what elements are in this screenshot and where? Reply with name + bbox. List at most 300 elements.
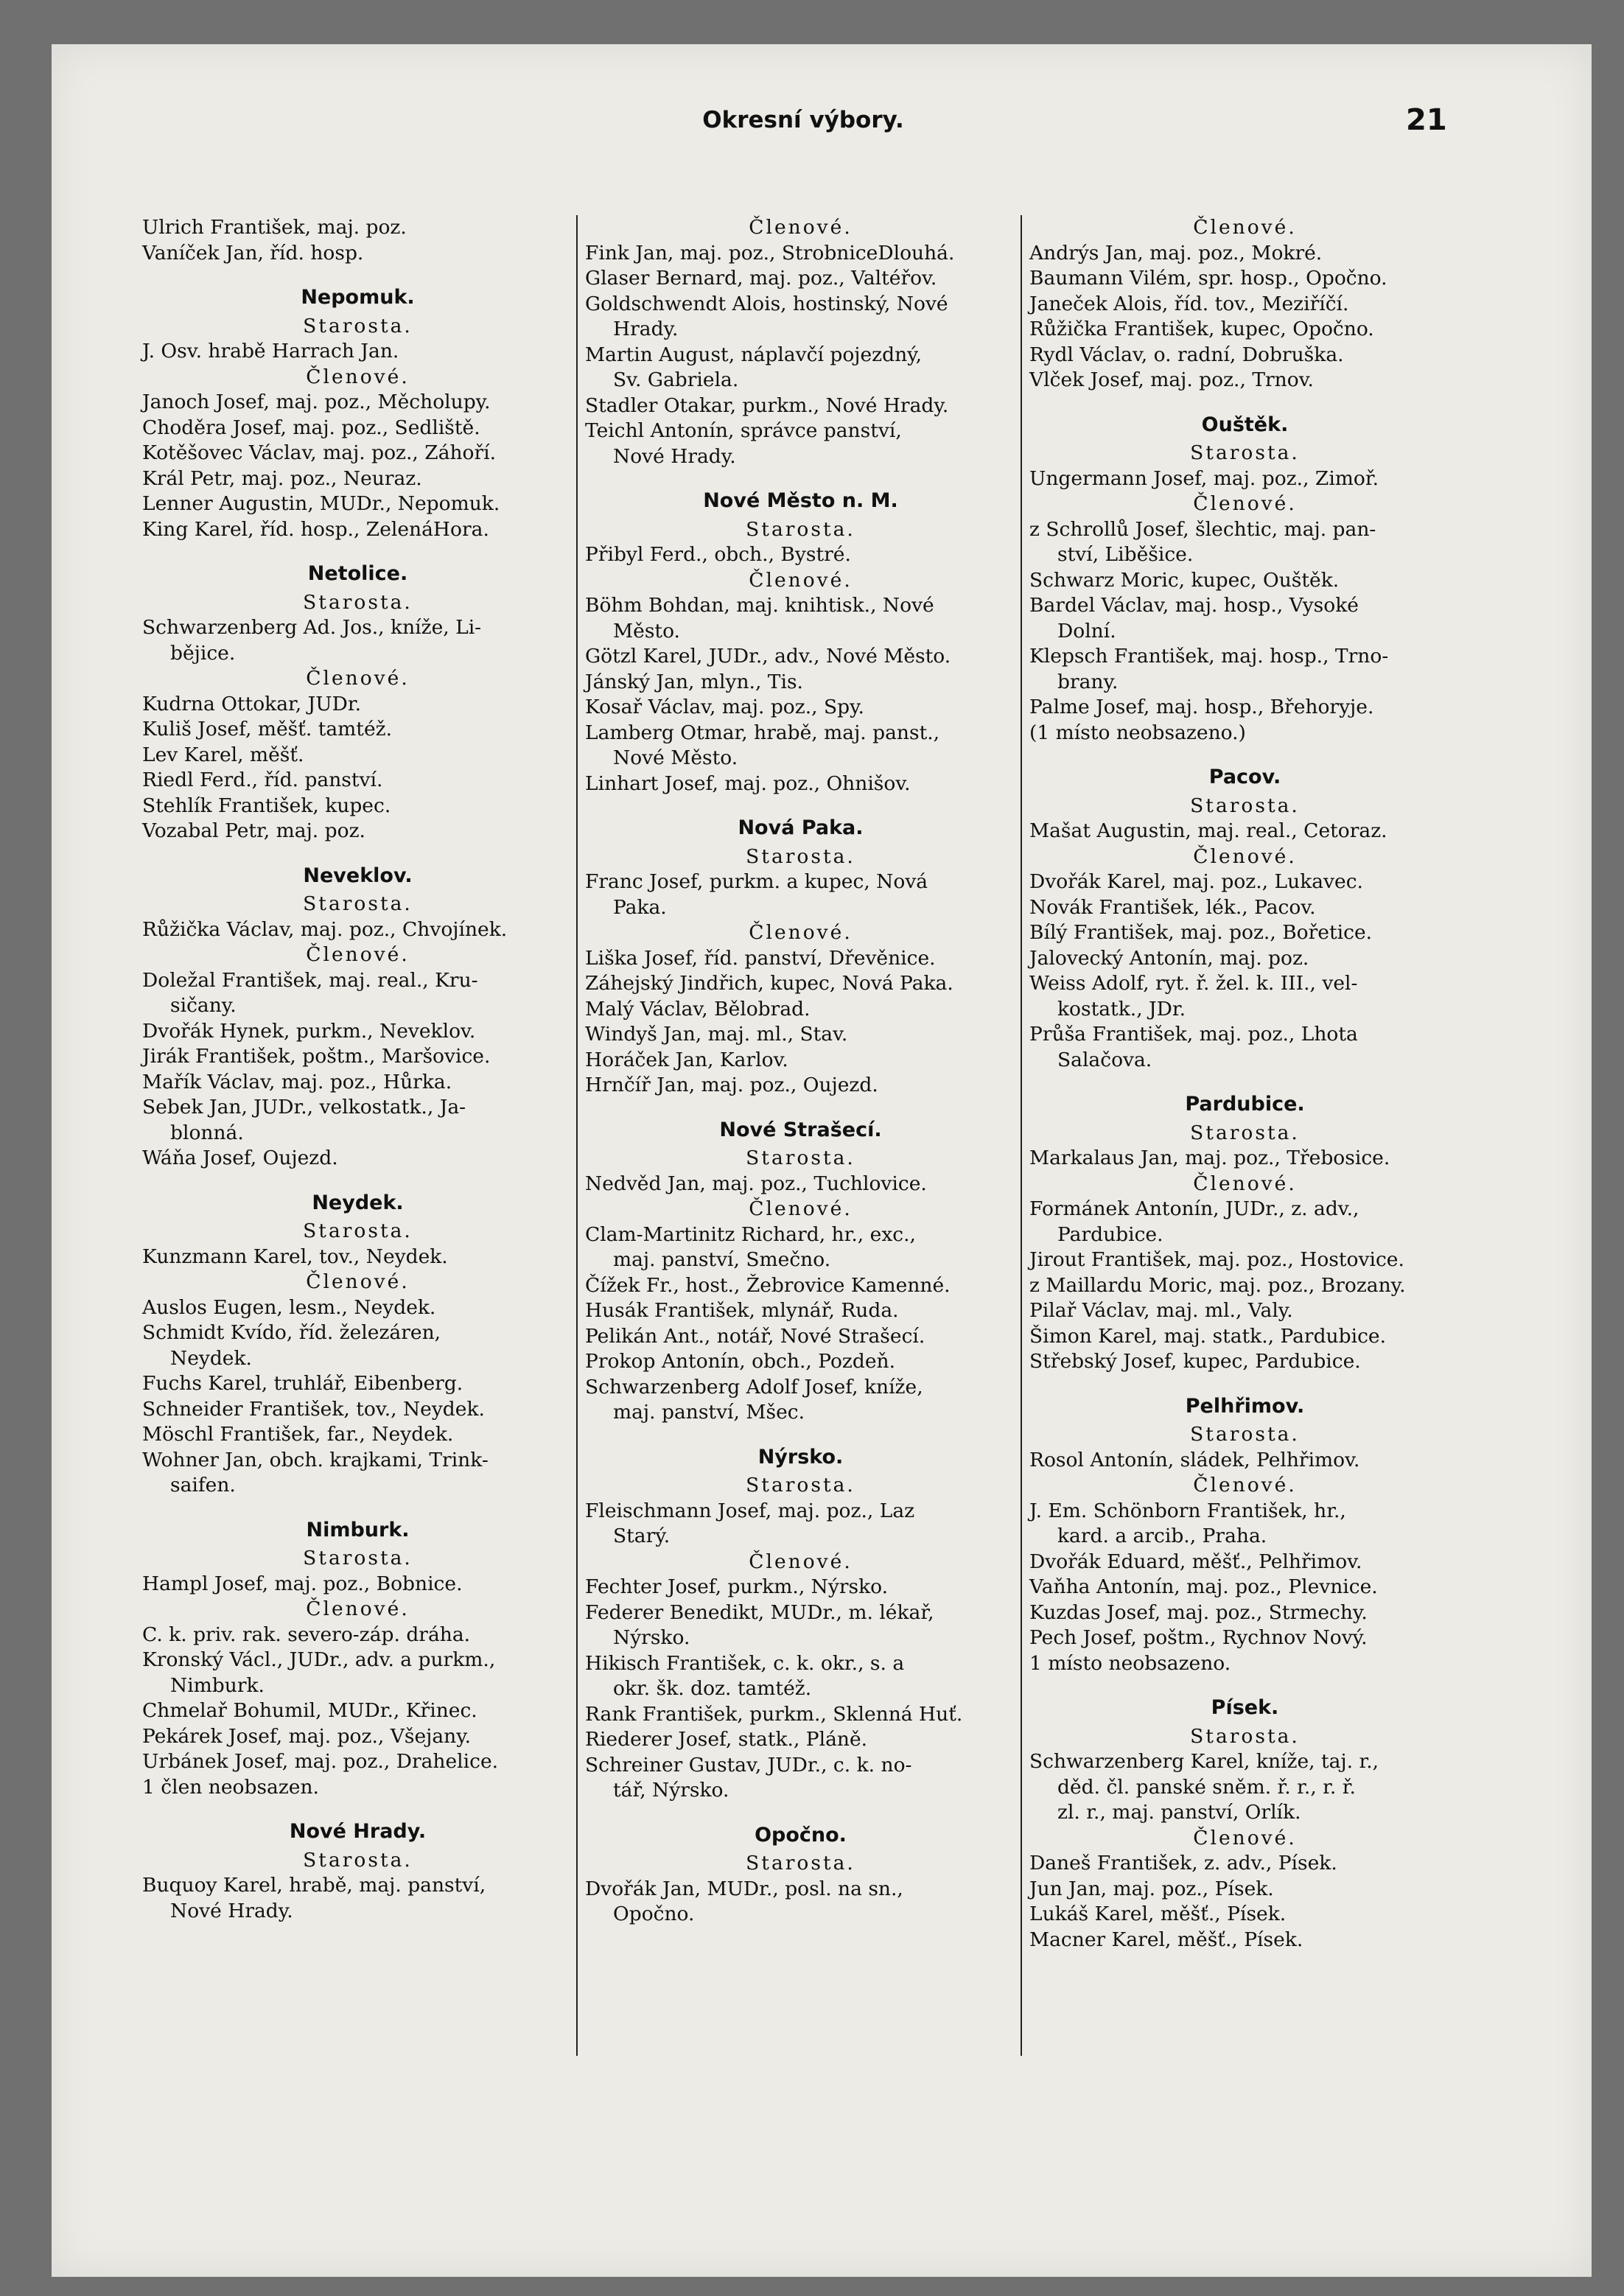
member-entry <box>585 1324 1016 1350</box>
entry-line: Pilař Václav, maj. ml., Valy. <box>1029 1299 1293 1322</box>
member-entry <box>142 1245 573 1270</box>
member-entry <box>142 1623 573 1648</box>
district-heading: Pardubice. <box>1185 1093 1305 1116</box>
role-heading: Starosta. <box>746 844 855 868</box>
member-entry <box>1029 317 1460 343</box>
member-entry <box>1029 1273 1460 1299</box>
member-entry <box>142 819 573 844</box>
entry-line: Liška Josef, říd. panství, Dřevěnice. <box>585 946 936 970</box>
member-entry <box>142 390 573 416</box>
district-heading: Nové Strašecí. <box>719 1118 882 1141</box>
entry-line: Fink Jan, maj. poz., StrobniceDlouhá. <box>585 241 955 265</box>
district-heading: Pelhřimov. <box>1185 1394 1305 1418</box>
role-heading: Starosta. <box>746 1474 855 1497</box>
member-entry <box>142 1572 573 1597</box>
entry-line: Růžička Václav, maj. poz., Chvojínek. <box>142 917 508 941</box>
entry-line: Fleischmann Josef, maj. poz., Laz <box>585 1499 915 1522</box>
entry-line: Hrnčíř Jan, maj. poz., Oujezd. <box>585 1074 878 1096</box>
member-entry <box>585 1727 1016 1753</box>
member-entry <box>142 692 573 718</box>
entry-line: Šimon Karel, maj. statk., Pardubice. <box>1029 1324 1387 1348</box>
entry-line: Wáňa Josef, Oujezd. <box>142 1147 338 1169</box>
member-entry <box>142 1146 573 1172</box>
entry-line: Palme Josef, maj. hosp., Břehoryje. <box>1029 696 1374 718</box>
entry-line: Federer Benedikt, MUDr., m. lékař, <box>585 1600 934 1624</box>
entry-line: Schwarzenberg Adolf Josef, kníže, <box>585 1375 923 1399</box>
member-entry <box>1029 644 1460 695</box>
member-entry <box>1029 721 1460 746</box>
member-entry <box>1029 1600 1460 1626</box>
member-entry <box>585 695 1016 721</box>
entry-line: Přibyl Ferd., obch., Bystré. <box>585 543 851 566</box>
role-heading: Členové. <box>749 1550 853 1573</box>
entry-line: Stadler Otakar, purkm., Nové Hrady. <box>585 393 949 417</box>
entry-line: Prokop Antonín, obch., Pozdeň. <box>585 1350 896 1373</box>
entry-line: Schmidt Kvído, říd. železáren, <box>142 1321 441 1344</box>
district-section <box>585 1118 1016 1426</box>
member-entry <box>585 1349 1016 1375</box>
entry-line: děd. čl. panské sněm. ř. r., r. ř. <box>1057 1775 1356 1799</box>
member-entry <box>142 1698 573 1724</box>
member-entry <box>142 743 573 769</box>
member-entry <box>142 215 573 241</box>
entry-line: Rydl Václav, o. radní, Dobruška. <box>1029 343 1344 366</box>
member-entry <box>142 1019 573 1045</box>
member-entry <box>142 1648 573 1698</box>
role-heading: Členové. <box>306 365 410 388</box>
entry-line: Riederer Josef, statk., Pláně. <box>585 1728 868 1751</box>
entry-line: Lamberg Otmar, hrabě, maj. panst., <box>585 721 940 744</box>
role-heading: Starosta. <box>1190 1121 1300 1144</box>
entry-line: Jánský Jan, mlyn., Tis. <box>585 670 803 693</box>
entry-line: Schreiner Gustav, JUDr., c. k. no- <box>585 1753 912 1777</box>
entry-line: Schwarzenberg Ad. Jos., kníže, Li- <box>142 616 482 639</box>
member-entry <box>1029 1749 1460 1826</box>
member-entry <box>142 917 573 943</box>
district-section <box>142 864 573 1172</box>
district-heading: Nýrsko. <box>757 1445 844 1469</box>
entry-line: Nimburk. <box>170 1673 265 1697</box>
member-entry <box>142 491 573 517</box>
member-entry <box>585 1298 1016 1324</box>
running-header-title: Okresní výbory. <box>702 107 904 133</box>
member-entry <box>142 1044 573 1070</box>
member-entry <box>142 968 573 1019</box>
entry-line: Lukáš Karel, měšť., Písek. <box>1029 1903 1287 1925</box>
district-section <box>142 1819 573 1924</box>
member-entry <box>142 615 573 666</box>
entry-line: Jun Jan, maj. poz., Písek. <box>1029 1877 1274 1900</box>
member-entry <box>1029 1625 1460 1651</box>
entry-line: Formánek Antonín, JUDr., z. adv., <box>1029 1197 1359 1220</box>
member-entry <box>142 768 573 794</box>
entry-line: Pech Josef, poštm., Rychnov Nový. <box>1029 1626 1368 1649</box>
role-heading: Starosta. <box>1190 441 1300 464</box>
member-entry <box>1029 946 1460 972</box>
column-middle <box>585 215 1016 1928</box>
entry-line: Kotěšovec Václav, maj. poz., Záhoří. <box>142 441 497 464</box>
member-entry <box>1029 1575 1460 1600</box>
column-right <box>1029 215 1460 1953</box>
entry-line: Glaser Bernard, maj. poz., Valtéřov. <box>585 267 937 290</box>
member-entry <box>585 1877 1016 1928</box>
role-heading: Členové. <box>306 1597 410 1620</box>
entry-line: Sebek Jan, JUDr., velkostatk., Ja- <box>142 1096 466 1119</box>
member-entry <box>142 416 573 441</box>
member-entry <box>585 1022 1016 1048</box>
entry-line: Sv. Gabriela. <box>613 368 739 391</box>
member-entry <box>1029 1146 1460 1172</box>
member-entry <box>585 869 1016 920</box>
member-entry <box>1029 1550 1460 1575</box>
entry-line: Teichl Antonín, správce panství, <box>585 419 902 442</box>
entry-line: Klepsch František, maj. hosp., Trno- <box>1029 645 1389 668</box>
entry-line: C. k. priv. rak. severo-záp. dráha. <box>142 1623 471 1646</box>
district-heading: Nové Město n. M. <box>703 489 898 512</box>
member-entry <box>142 1873 573 1924</box>
role-heading: Členové. <box>306 943 410 966</box>
member-entry <box>585 1575 1016 1600</box>
district-section <box>585 215 1016 469</box>
member-entry <box>585 1499 1016 1550</box>
district-heading: Nová Paka. <box>738 816 864 839</box>
entry-line: maj. panství, Smečno. <box>613 1248 831 1271</box>
entry-line: Rank František, purkm., Sklenná Huť. <box>585 1702 963 1726</box>
role-heading: Starosta. <box>303 1848 413 1872</box>
member-entry <box>142 1775 573 1801</box>
role-heading: Členové. <box>749 1197 853 1220</box>
district-heading: Opočno. <box>755 1823 847 1847</box>
role-heading: Starosta. <box>746 517 855 541</box>
member-entry <box>585 1702 1016 1728</box>
entry-line: Nýrsko. <box>613 1626 690 1649</box>
district-section <box>1029 413 1460 746</box>
entry-line: sičany. <box>170 994 237 1017</box>
member-entry <box>1029 466 1460 492</box>
entry-line: saifen. <box>170 1474 236 1497</box>
role-heading: Členové. <box>1193 1474 1297 1497</box>
member-entry <box>142 441 573 466</box>
entry-line: Malý Václav, Bělobrad. <box>585 997 811 1021</box>
member-entry <box>142 466 573 492</box>
member-entry <box>585 946 1016 972</box>
member-entry <box>142 1295 573 1321</box>
member-entry <box>142 1724 573 1750</box>
entry-line: Jirout František, maj. poz., Hostovice. <box>1029 1248 1404 1271</box>
role-heading: Členové. <box>1193 492 1297 515</box>
entry-line: Záhejský Jindřich, kupec, Nová Paka. <box>585 972 953 995</box>
member-entry <box>585 292 1016 343</box>
entry-line: Fechter Josef, purkm., Nýrsko. <box>585 1575 889 1598</box>
entry-line: Choděra Josef, maj. poz., Sedliště. <box>142 416 480 439</box>
member-entry <box>585 1222 1016 1273</box>
entry-line: brany. <box>1057 670 1119 693</box>
member-entry <box>1029 895 1460 921</box>
district-heading: Pacov. <box>1208 766 1281 788</box>
district-heading: Neveklov. <box>303 864 413 887</box>
member-entry <box>585 343 1016 393</box>
entry-line: Nové Město. <box>613 746 738 769</box>
entry-line: Windyš Jan, maj. ml., Stav. <box>585 1023 848 1046</box>
entry-line: Buquoy Karel, hrabě, maj. panství, <box>142 1874 486 1897</box>
member-entry <box>1029 568 1460 594</box>
role-heading: Starosta. <box>303 590 413 614</box>
entry-line: Horáček Jan, Karlov. <box>585 1048 788 1071</box>
entry-line: kostatk., JDr. <box>1057 997 1186 1021</box>
entry-line: Stehlík František, kupec. <box>142 794 391 817</box>
member-entry <box>142 1095 573 1146</box>
entry-line: Dolní. <box>1057 619 1116 643</box>
district-section <box>585 489 1016 797</box>
member-entry <box>1029 241 1460 267</box>
role-heading: Starosta. <box>303 314 413 337</box>
entry-line: Chmelař Bohumil, MUDr., Křinec. <box>142 1699 477 1722</box>
member-entry <box>1029 1651 1460 1677</box>
district-section <box>1029 215 1460 393</box>
district-section <box>585 1445 1016 1804</box>
role-heading: Členové. <box>749 216 853 239</box>
entry-line: Růžička František, kupec, Opočno. <box>1029 318 1374 340</box>
entry-line: Kronský Václ., JUDr., adv. a purkm., <box>142 1648 496 1671</box>
entry-line: Janeček Alois, říd. tov., Meziříčí. <box>1029 292 1349 315</box>
entry-line: Linhart Josef, maj. poz., Ohnišov. <box>585 771 911 795</box>
role-heading: Členové. <box>1193 1826 1297 1849</box>
entry-line: Schneider František, tov., Neydek. <box>142 1397 485 1421</box>
member-entry <box>585 542 1016 568</box>
entry-line: King Karel, říd. hosp., ZelenáHora. <box>142 517 489 541</box>
member-entry <box>585 721 1016 771</box>
member-entry <box>585 670 1016 696</box>
entry-line: Jirák František, poštm., Maršovice. <box>142 1045 491 1068</box>
entry-line: Král Petr, maj. poz., Neuraz. <box>142 466 422 490</box>
entry-line: Hikisch František, c. k. okr., s. a <box>585 1651 905 1675</box>
entry-line: Urbánek Josef, maj. poz., Drahelice. <box>142 1750 499 1773</box>
entry-line: 1 místo neobsazeno. <box>1029 1651 1231 1675</box>
entry-line: okr. šk. doz. tamtéž. <box>613 1677 812 1700</box>
member-entry <box>1029 1197 1460 1247</box>
role-heading: Členové. <box>1193 1172 1297 1195</box>
entry-line: zl. r., maj. panství, Orlík. <box>1057 1801 1301 1824</box>
member-entry <box>1029 1247 1460 1273</box>
member-entry <box>585 419 1016 469</box>
entry-line: (1 místo neobsazeno.) <box>1029 721 1246 744</box>
entry-line: Kunzmann Karel, tov., Neydek. <box>142 1245 448 1268</box>
entry-line: kard. a arcib., Praha. <box>1057 1525 1267 1547</box>
role-heading: Členové. <box>749 921 853 944</box>
entry-line: Vlček Josef, maj. poz., Trnov. <box>1029 368 1314 391</box>
entry-line: Pardubice. <box>1057 1222 1163 1246</box>
member-entry <box>585 1273 1016 1299</box>
entry-line: Hampl Josef, maj. poz., Bobnice. <box>142 1572 463 1595</box>
entry-line: Fuchs Karel, truhlář, Eibenberg. <box>142 1372 463 1395</box>
member-entry <box>142 1448 573 1499</box>
member-entry <box>1029 517 1460 568</box>
member-entry <box>1029 368 1460 393</box>
member-entry <box>1029 1349 1460 1375</box>
district-section <box>142 1518 573 1801</box>
member-entry <box>142 1749 573 1775</box>
member-entry <box>1029 695 1460 721</box>
entry-line: Riedl Ferd., říd. panství. <box>142 769 383 791</box>
member-entry <box>142 1371 573 1397</box>
entry-line: Kuliš Josef, měšť. tamtéž. <box>142 718 393 741</box>
district-heading: Nimburk. <box>306 1518 410 1541</box>
member-entry <box>585 1651 1016 1702</box>
entry-line: Martin August, náplavčí pojezdný, <box>585 343 923 366</box>
member-entry <box>1029 971 1460 1022</box>
district-section <box>142 561 573 844</box>
entry-line: Novák František, lék., Pacov. <box>1029 895 1316 919</box>
role-heading: Starosta. <box>303 1219 413 1242</box>
district-section <box>585 1823 1016 1928</box>
entry-line: Auslos Eugen, lesm., Neydek. <box>142 1295 436 1319</box>
member-entry <box>585 1172 1016 1197</box>
entry-line: Opočno. <box>613 1903 695 1925</box>
member-entry <box>585 771 1016 797</box>
entry-line: Böhm Bohdan, maj. knihtisk., Nové <box>585 594 934 617</box>
entry-line: Weiss Adolf, ryt. ř. žel. k. III., vel- <box>1029 972 1358 995</box>
entry-line: Dvořák Eduard, měšť., Pelhřimov. <box>1029 1550 1362 1573</box>
entry-line: Schwarzenberg Karel, kníže, taj. r., <box>1029 1750 1379 1773</box>
member-entry <box>1029 292 1460 318</box>
member-entry <box>585 1600 1016 1651</box>
member-entry <box>1029 1877 1460 1903</box>
entry-line: Nedvěd Jan, maj. poz., Tuchlovice. <box>585 1172 927 1195</box>
role-heading: Starosta. <box>303 892 413 915</box>
entry-line: Dvořák Jan, MUDr., posl. na sn., <box>585 1877 903 1900</box>
entry-line: Město. <box>613 619 680 643</box>
entry-line: Paka. <box>613 895 667 919</box>
entry-line: Jalovecký Antonín, maj. poz. <box>1029 946 1309 970</box>
member-entry <box>142 1320 573 1371</box>
district-section <box>1029 1695 1460 1953</box>
entry-line: Götzl Karel, JUDr., adv., Nové Město. <box>585 645 951 668</box>
role-heading: Členové. <box>306 1270 410 1293</box>
district-section <box>1029 1092 1460 1375</box>
entry-line: Wohner Jan, obch. krajkami, Trink- <box>142 1448 489 1471</box>
district-heading: Nové Hrady. <box>289 1820 427 1843</box>
role-heading: Členové. <box>306 667 410 690</box>
entry-line: Pelikán Ant., notář, Nové Strašecí. <box>585 1324 925 1348</box>
role-heading: Starosta. <box>746 1852 855 1875</box>
entry-line: Mařík Václav, maj. poz., Hůrka. <box>142 1070 452 1093</box>
entry-line: Lev Karel, měšť. <box>142 743 304 766</box>
column-divider <box>1021 215 1022 2056</box>
member-entry <box>142 339 573 365</box>
role-heading: Starosta. <box>746 1147 855 1169</box>
member-entry <box>142 241 573 267</box>
column-divider <box>576 215 578 2056</box>
member-entry <box>585 266 1016 292</box>
entry-line: blonná. <box>170 1121 244 1144</box>
entry-line: Bílý František, maj. poz., Bořetice. <box>1029 921 1373 944</box>
district-section <box>1029 1394 1460 1677</box>
role-heading: Členové. <box>1193 844 1297 868</box>
entry-line: Kosař Václav, maj. poz., Spy. <box>585 696 864 718</box>
member-entry <box>585 1753 1016 1804</box>
district-heading: Neydek. <box>312 1191 404 1214</box>
entry-line: Markalaus Jan, maj. poz., Třebosice. <box>1029 1147 1390 1169</box>
role-heading: Starosta. <box>303 1547 413 1569</box>
member-entry <box>142 1422 573 1448</box>
member-entry <box>585 1048 1016 1074</box>
entry-line: ství, Liběšice. <box>1057 543 1194 566</box>
district-heading: Ouštěk. <box>1201 413 1289 436</box>
member-entry <box>1029 593 1460 644</box>
entry-line: Hrady. <box>613 318 679 340</box>
entry-line: Salačova. <box>1057 1048 1152 1071</box>
member-entry <box>1029 869 1460 895</box>
member-entry <box>585 241 1016 267</box>
district-section <box>142 285 573 542</box>
member-entry <box>1029 1448 1460 1474</box>
district-heading: Nepomuk. <box>301 286 415 309</box>
role-heading: Členové. <box>1193 216 1297 239</box>
entry-line: J. Em. Schönborn František, hr., <box>1029 1499 1346 1522</box>
member-entry <box>585 644 1016 670</box>
member-entry <box>142 717 573 743</box>
member-entry <box>1029 266 1460 292</box>
district-section <box>142 1191 573 1499</box>
member-entry <box>585 393 1016 419</box>
entry-line: Střebský Josef, kupec, Pardubice. <box>1029 1350 1361 1373</box>
entry-line: Čížek Fr., host., Žebrovice Kamenné. <box>585 1273 951 1297</box>
district-heading: Netolice. <box>307 562 408 585</box>
member-entry <box>585 997 1016 1023</box>
entry-line: Andrýs Jan, maj. poz., Mokré. <box>1029 241 1323 265</box>
member-entry <box>585 1073 1016 1099</box>
entry-line: Clam-Martinitz Richard, hr., exc., <box>585 1222 916 1246</box>
member-entry <box>1029 1851 1460 1877</box>
entry-line: tář, Nýrsko. <box>613 1779 729 1802</box>
entry-line: z Maillardu Moric, maj. poz., Brozany. <box>1029 1273 1406 1297</box>
entry-line: Ungermann Josef, maj. poz., Zimoř. <box>1029 466 1379 490</box>
role-heading: Starosta. <box>1190 794 1300 817</box>
member-entry <box>1029 1928 1460 1953</box>
entry-line: Franc Josef, purkm. a kupec, Nová <box>585 870 928 893</box>
entry-line: Nové Hrady. <box>613 444 736 468</box>
entry-line: Janoch Josef, maj. poz., Měcholupy. <box>142 391 491 413</box>
column-left <box>142 215 573 1924</box>
member-entry <box>1029 1298 1460 1324</box>
entry-line: Kudrna Ottokar, JUDr. <box>142 692 362 715</box>
role-heading: Starosta. <box>1190 1724 1300 1748</box>
role-heading: Starosta. <box>1190 1423 1300 1446</box>
page-number: 21 <box>1406 103 1447 137</box>
district-section <box>142 215 573 266</box>
member-entry <box>142 1070 573 1096</box>
entry-line: Ulrich František, maj. poz. <box>142 216 407 239</box>
entry-line: Baumann Vilém, spr. hosp., Opočno. <box>1029 267 1387 290</box>
member-entry <box>1029 1022 1460 1073</box>
entry-line: 1 člen neobsazen. <box>142 1775 319 1799</box>
member-entry <box>585 1375 1016 1426</box>
entry-line: Průša František, maj. poz., Lhota <box>1029 1023 1358 1046</box>
member-entry <box>585 593 1016 644</box>
member-entry <box>142 794 573 819</box>
member-entry <box>1029 920 1460 946</box>
entry-line: Goldschwendt Alois, hostinský, Nové <box>585 292 948 315</box>
member-entry <box>1029 1902 1460 1928</box>
entry-line: Vaníček Jan, říd. hosp. <box>142 241 364 265</box>
entry-line: Neydek. <box>170 1346 252 1370</box>
entry-line: Schwarz Moric, kupec, Ouštěk. <box>1029 568 1340 592</box>
entry-line: Möschl František, far., Neydek. <box>142 1423 454 1446</box>
entry-line: Bardel Václav, maj. hosp., Vysoké <box>1029 594 1359 617</box>
member-entry <box>1029 1499 1460 1550</box>
district-section <box>1029 765 1460 1073</box>
entry-line: Rosol Antonín, sládek, Pelhřimov. <box>1029 1448 1360 1471</box>
